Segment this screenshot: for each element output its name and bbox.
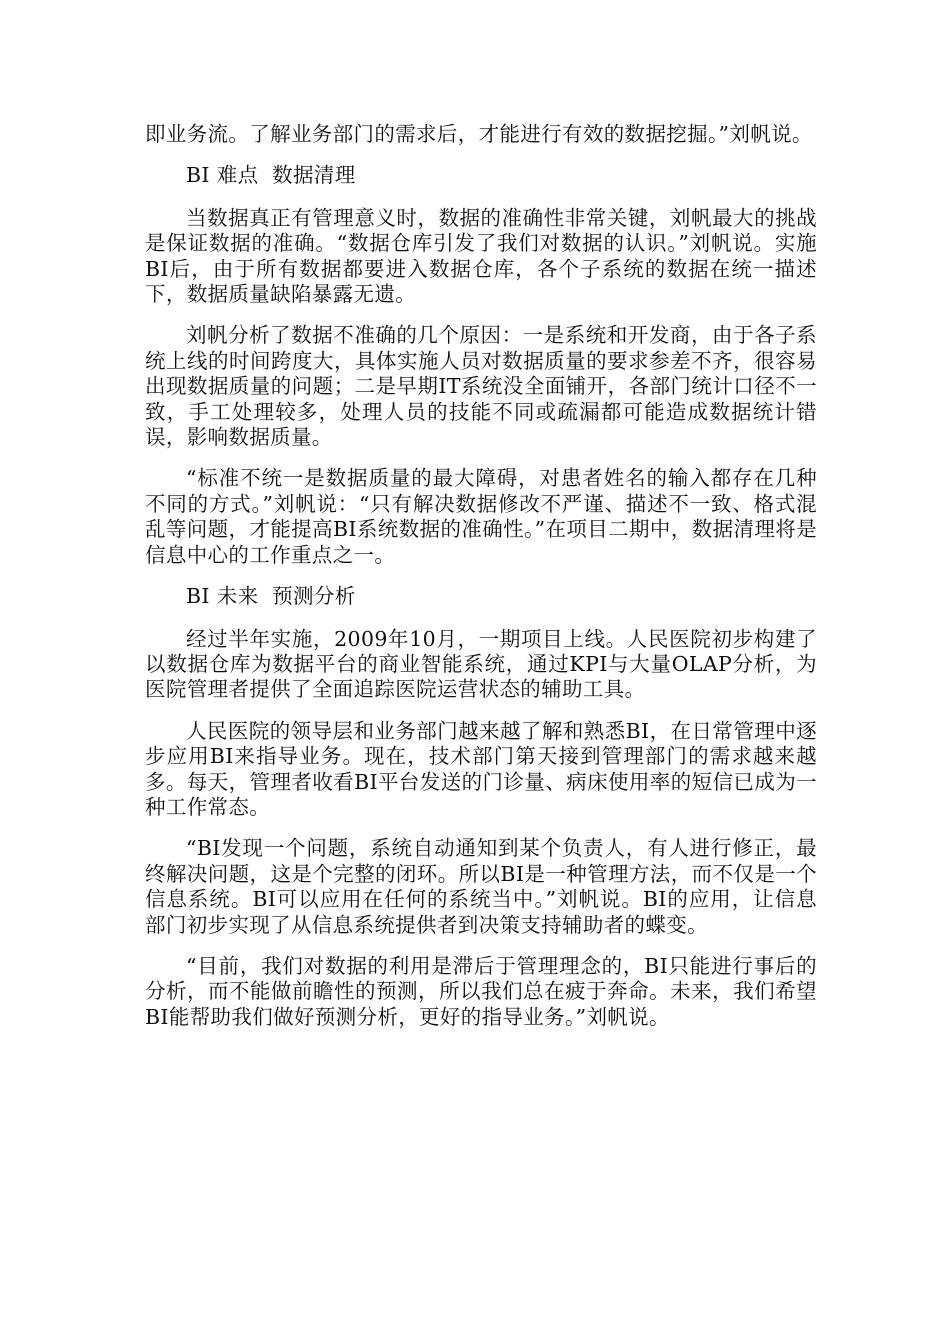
section-heading-bi-future: BI 未来 预测分析 — [186, 584, 356, 609]
paragraph-standards: “标准不统一是数据质量的最大障碍，对患者姓名的输入都存在几种不同的方式。”刘帆说：“只有解决数据修改不严谨、描述不一致、格式混乱等问题，才能提高BI系统数据的准确性。”在项目二期中，数据清理将是信息中心的工作重点之一。 — [145, 466, 817, 567]
paragraph-continuation: 即业务流。了解业务部门的需求后，才能进行有效的数据挖掘。”刘帆说。 — [145, 122, 813, 146]
section-heading-bi-difficulty: BI 难点 数据清理 — [186, 163, 356, 188]
paragraph-inaccuracy-reasons: 刘帆分析了数据不准确的几个原因：一是系统和开发商，由于各子系统上线的时间跨度大，具体实施人员对数据质量的要求参差不齐，很容易出现数据质量的问题；二是早期IT系统没全面铺开，各部门统计口径不一致，手工处理较多，处理人员的技能不同或疏漏都可能造成数据统计错误，影响数据质量。 — [145, 323, 817, 450]
paragraph-predictive-analysis: “目前，我们对数据的利用是滞后于管理理念的，BI只能进行事后的分析，而不能做前瞻性的预测，所以我们总在疲于奔命。未来，我们希望BI能帮助我们做好预测分析，更好的指导业务。”刘帆说。 — [145, 953, 817, 1029]
paragraph-implementation: 经过半年实施，2009年10月，一期项目上线。人民医院初步构建了以数据仓库为数据平台的商业智能系统，通过KPI与大量OLAP分析，为医院管理者提供了全面追踪医院运营状态的辅助工具。 — [145, 626, 817, 702]
paragraph-data-accuracy: 当数据真正有管理意义时，数据的准确性非常关键，刘帆最大的挑战是保证数据的准确。“数据仓库引发了我们对数据的认识。”刘帆说。实施BI后，由于所有数据都要进入数据仓库，各个子系统的数据在统一描述下，数据质量缺陷暴露无遗。 — [145, 205, 817, 307]
paragraph-adoption: 人民医院的领导层和业务部门越来越了解和熟悉BI，在日常管理中逐步应用BI来指导业务。现在，技术部门第天接到管理部门的需求越来越多。每天，管理者收看BI平台发送的门诊量、病床使用率的短信已成为一种工作常态。 — [145, 718, 817, 819]
paragraph-closed-loop: “BI发现一个问题，系统自动通知到某个负责人，有人进行修正，最终解决问题，这是个完整的闭环。所以BI是一种管理方法，而不仅是一个信息系统。BI可以应用在任何的系统当中。”刘帆说。BI的应用，让信息部门初步实现了从信息系统提供者到决策支持辅助者的蝶变。 — [145, 836, 817, 937]
document-page — [145, 122, 817, 1046]
